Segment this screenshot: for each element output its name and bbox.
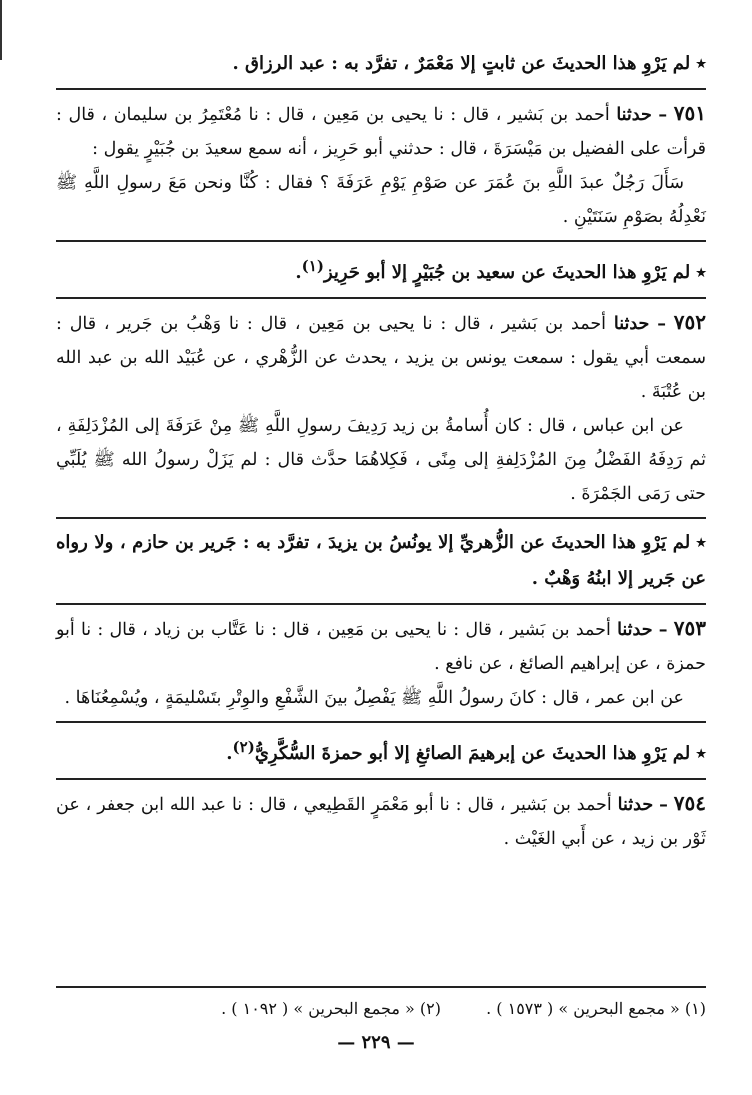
matn-text: عن ابن عمر ، قال : كانَ رسولُ اللَّهِ ﷺ يَفْصِلُ بينَ الشَّفْعِ والوِتْرِ بتَسْليمَةٍ ، ويُسْمِعُنَاهَا .: [64, 688, 684, 708]
star-icon: ٭: [696, 262, 706, 283]
footnote-1: (١) « مجمع البحرين » ( ١٥٧٣ ) .: [486, 999, 706, 1018]
hadith-number: ٧٥٣: [673, 616, 706, 640]
note-text: لم يَرْوِ هذا الحديثَ عن سعيد بن جُبَيْرٍ إلا أبو حَرِيز: [323, 262, 691, 283]
hadith-isnad: أحمد بن بَشير ، قال : نا أبو مَعْمَرٍ القَطِيعي ، قال : نا عبد الله ابن جعفر ، عن ثَوْر بن زيد ، عن أَبي الغَيْث .: [56, 795, 706, 849]
divider: [56, 240, 706, 242]
hadith-lead: حدثنا: [613, 314, 650, 334]
hadith-isnad: أحمد بن بَشير ، قال : نا يحيى بن مَعِين ، قال : نا وَهْبُ بن جَرير ، قال : سمعت أبي يقول : سمعت يونس بن يزيد ، يحدث عن الزُّهْري ، عن عُبَيْد الله بن عبد الله بن عُتْبَةَ .: [56, 314, 706, 402]
divider: [56, 297, 706, 299]
footnote-2: (٢) « مجمع البحرين » ( ١٠٩٢ ) .: [221, 999, 441, 1018]
hadith-lead: حدثنا: [617, 795, 654, 815]
star-icon: ٭: [696, 532, 706, 553]
hadith-isnad: أحمد بن بَشير ، قال : نا يحيى بن مَعِين ، قال : نا عَتَّاب بن زياد ، قال : نا أبو حمزة ، عن إبراهيم الصائغ ، عن نافع .: [56, 620, 706, 674]
divider: [56, 88, 706, 90]
page-edge-line: [0, 0, 2, 60]
hadith-lead: حدثنا: [616, 105, 652, 125]
footnote-divider: [56, 986, 706, 988]
note-end: .: [226, 743, 233, 764]
divider: [56, 603, 706, 605]
hadith-matn: [56, 166, 706, 234]
page-number: — ٢٢٩ —: [337, 1032, 415, 1053]
star-icon: ٭: [696, 743, 706, 764]
hadith-number: ٧٥١: [673, 101, 706, 125]
footnote-mark: (٢): [232, 738, 255, 756]
note-block: [56, 46, 706, 82]
note-text: لم يَرْوِ هذا الحديثَ عن إبرهيمَ الصائغِ إلا أبو حمزةَ السُّكَّرِيُّ: [254, 743, 691, 764]
hadith-matn: [56, 409, 706, 511]
matn-text: عن ابن عباس ، قال : كان أُسامةُ بن زيد رَدِيفَ رسولِ اللَّهِ ﷺ مِنْ عَرَفَةَ إلى المُزْدَلِفَةِ ، ثم رَدِفَهُ الفَضْلُ مِنَ المُزْدَلِفةِ إلى مِنًى ، فَكِلاهُمَا حدَّث قال : لم يَزَلْ رسولُ الله ﷺ يُلَبِّي حتى رَمَى الجَمْرَةَ .: [56, 416, 706, 504]
hadith-block: [56, 305, 706, 409]
note-text: لم يَرْوِ هذا الحديثَ عن ثابتٍ إلا مَعْمَرٌ ، تفرَّد به : عبد الرزاق .: [232, 53, 691, 74]
footnote-mark: (١): [301, 257, 324, 275]
divider: [56, 517, 706, 519]
divider: [56, 778, 706, 780]
matn-text: سَأَلَ رَجُلٌ عبدَ اللَّهِ بنَ عُمَرَ عن صَوْمِ يَوْمِ عَرَفَةَ ؟ فقال : كُنَّا ونحن مَعَ رسولِ اللَّهِ ﷺ نَعْدِلُهُ بصَوْمِ سَنَتَيْنِ .: [56, 173, 706, 227]
note-end: .: [295, 262, 302, 283]
note-block: [56, 525, 706, 597]
hadith-lead: حدثنا: [617, 620, 653, 640]
dash: –: [658, 620, 668, 640]
hadith-block: [56, 611, 706, 681]
dash: –: [659, 795, 668, 815]
hadith-isnad: أحمد بن بَشير ، قال : نا يحيى بن مَعِين ، قال : نا مُعْتَمِرُ بن سليمان ، قال : قرأت على الفضيل بن مَيْسَرَةَ ، قال : حدثني أبو حَرِيز ، أنه سمع سعيدَ بن جُبَيْرٍ يقول :: [56, 105, 706, 159]
note-text: لم يَرْوِ هذا الحديثَ عن الزُّهريِّ إلا يونُسُ بن يزيدَ ، تفرَّد به : جَرير بن حازم ، ولا رواه عن جَرير إلا ابنُهُ وَهْبٌ .: [56, 532, 706, 589]
dash: –: [657, 314, 666, 334]
divider: [56, 721, 706, 723]
hadith-number: ٧٥٢: [673, 310, 706, 334]
page-body: [56, 44, 706, 856]
star-icon: ٭: [696, 53, 706, 74]
hadith-number: ٧٥٤: [673, 791, 706, 815]
note-block: [56, 729, 706, 772]
hadith-matn: [56, 681, 706, 715]
note-block: [56, 248, 706, 291]
footnotes: [56, 980, 706, 1024]
dash: –: [658, 105, 668, 125]
hadith-block: [56, 96, 706, 166]
hadith-block: [56, 786, 706, 856]
